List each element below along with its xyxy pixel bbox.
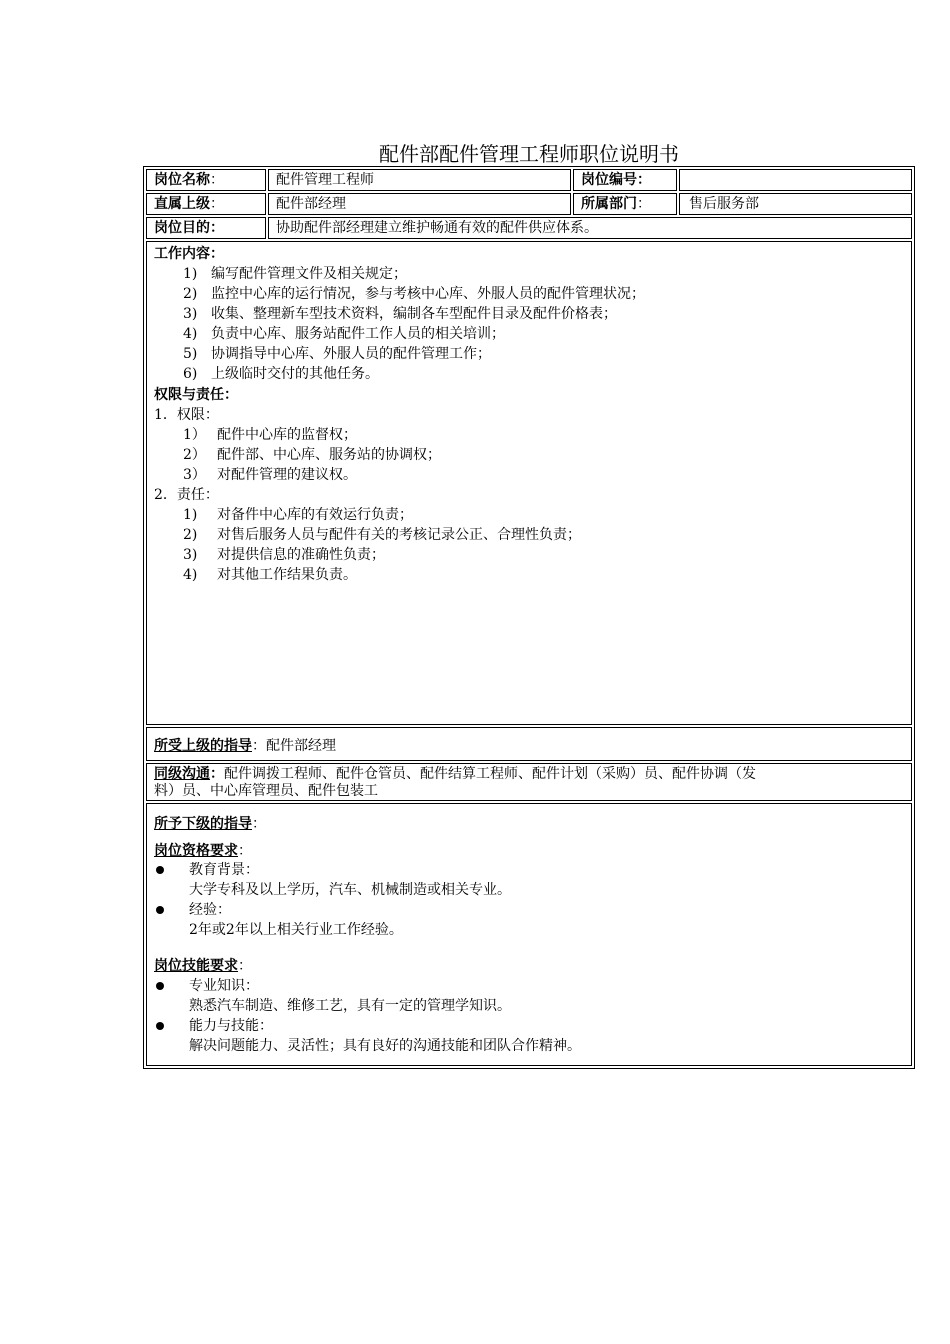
peer-communication-label: 同级沟通	[154, 766, 210, 782]
qualification-label: 岗位资格要求	[154, 843, 238, 859]
dept-value: 售后服务部	[689, 196, 759, 212]
superior-value: 配件部经理	[276, 196, 346, 212]
peer-communication-colon: ：	[210, 766, 224, 782]
qualification-colon: ：	[238, 843, 252, 859]
document-title: 配件部配件管理工程师职位说明书	[379, 142, 679, 166]
requirements-cell	[146, 803, 912, 1066]
duties-label: 2．责任：	[154, 487, 219, 503]
duties-item-num: 3)	[183, 547, 198, 563]
duties-item-text: 对售后服务人员与配件有关的考核记录公正、合理性负责；	[217, 527, 581, 543]
superior-label: 直属上级	[154, 196, 210, 212]
purpose-cell	[268, 217, 912, 239]
superior-label-cell	[146, 193, 266, 215]
experience-label: 经验：	[189, 902, 231, 918]
work-item-text: 上级临时交付的其他任务。	[211, 366, 379, 382]
work-item-num: 3)	[183, 306, 198, 322]
responsibilities-cell	[146, 241, 912, 725]
position-name-value: 配件管理工程师	[276, 172, 374, 188]
work-item-num: 1)	[183, 266, 198, 282]
education-label: 教育背景：	[189, 862, 259, 878]
position-no-cell	[679, 169, 912, 191]
work-item-text: 负责中心库、服务站配件工作人员的相关培训；	[211, 326, 505, 342]
skills-label: 岗位技能要求	[154, 958, 238, 974]
bullet-icon	[156, 906, 164, 914]
purpose-label: 岗位目的：	[154, 220, 224, 236]
work-item-text: 协调指导中心库、外服人员的配件管理工作；	[211, 346, 491, 362]
work-item-num: 4)	[183, 326, 198, 342]
position-name-label-cell	[146, 169, 266, 191]
received-guidance-cell	[146, 727, 912, 761]
work-item-text: 编写配件管理文件及相关规定；	[211, 266, 407, 282]
education-value: 大学专科及以上学历，汽车、机械制造或相关专业。	[189, 882, 511, 898]
purpose-label-cell	[146, 217, 266, 239]
work-item-num: 2)	[183, 286, 198, 302]
superior-cell	[268, 193, 571, 215]
duties-item-num: 2)	[183, 527, 198, 543]
position-name-label: 岗位名称	[154, 172, 210, 188]
superior-colon: ：	[210, 196, 224, 212]
bullet-icon	[156, 982, 164, 990]
work-item-text: 收集、整理新车型技术资料，编制各车型配件目录及配件价格表；	[211, 306, 617, 322]
given-guidance-colon: ：	[252, 816, 266, 832]
work-item-num: 6)	[183, 366, 198, 382]
work-item-text: 监控中心库的运行情况，参与考核中心库、外服人员的配件管理状况；	[211, 286, 645, 302]
peer-communication-line2: 料）员、中心库管理员、配件包装工	[154, 783, 378, 799]
rights-item-text: 配件部、中心库、服务站的协调权；	[217, 447, 441, 463]
purpose-value: 协助配件部经理建立维护畅通有效的配件供应体系。	[276, 220, 598, 236]
work-label: 工作内容：	[154, 246, 224, 262]
job-description-table	[143, 166, 915, 1069]
duties-item-text: 对其他工作结果负责。	[217, 567, 357, 583]
ability-label: 能力与技能：	[189, 1018, 273, 1034]
position-no-label-cell	[573, 169, 677, 191]
bullet-icon	[156, 866, 164, 874]
authority-label: 权限与责任：	[154, 387, 238, 403]
skills-colon: ：	[238, 958, 252, 974]
rights-item-text: 对配件管理的建议权。	[217, 467, 357, 483]
duties-item-text: 对提供信息的准确性负责；	[217, 547, 385, 563]
rights-item-num: 3）	[183, 467, 206, 483]
work-item-num: 5)	[183, 346, 198, 362]
dept-cell	[679, 193, 912, 215]
rights-label: 1．权限：	[154, 407, 219, 423]
position-no-label: 岗位编号：	[581, 172, 651, 188]
rights-item-num: 2）	[183, 447, 206, 463]
ability-value: 解决问题能力、灵活性；具有良好的沟通技能和团队合作精神。	[189, 1038, 581, 1054]
duties-item-num: 4)	[183, 567, 198, 583]
dept-label: 所属部门	[581, 196, 637, 212]
knowledge-label: 专业知识：	[189, 978, 259, 994]
position-name-cell	[268, 169, 571, 191]
peer-communication-cell	[146, 763, 912, 801]
duties-item-text: 对备件中心库的有效运行负责；	[217, 507, 413, 523]
given-guidance-label: 所予下级的指导	[154, 816, 252, 832]
duties-item-num: 1)	[183, 507, 198, 523]
position-name-colon: ：	[210, 172, 224, 188]
received-guidance-colon: ：	[252, 738, 266, 754]
rights-item-text: 配件中心库的监督权；	[217, 427, 357, 443]
rights-item-num: 1）	[183, 427, 206, 443]
knowledge-value: 熟悉汽车制造、维修工艺，具有一定的管理学知识。	[189, 998, 511, 1014]
received-guidance-label: 所受上级的指导	[154, 738, 252, 754]
bullet-icon	[156, 1022, 164, 1030]
dept-label-cell	[573, 193, 677, 215]
peer-communication-line1: 配件调拨工程师、配件仓管员、配件结算工程师、配件计划（采购）员、配件协调（发	[224, 766, 756, 782]
received-guidance-value: 配件部经理	[266, 738, 336, 754]
dept-colon: ：	[637, 196, 651, 212]
experience-value: 2年或2年以上相关行业工作经验。	[189, 922, 403, 938]
